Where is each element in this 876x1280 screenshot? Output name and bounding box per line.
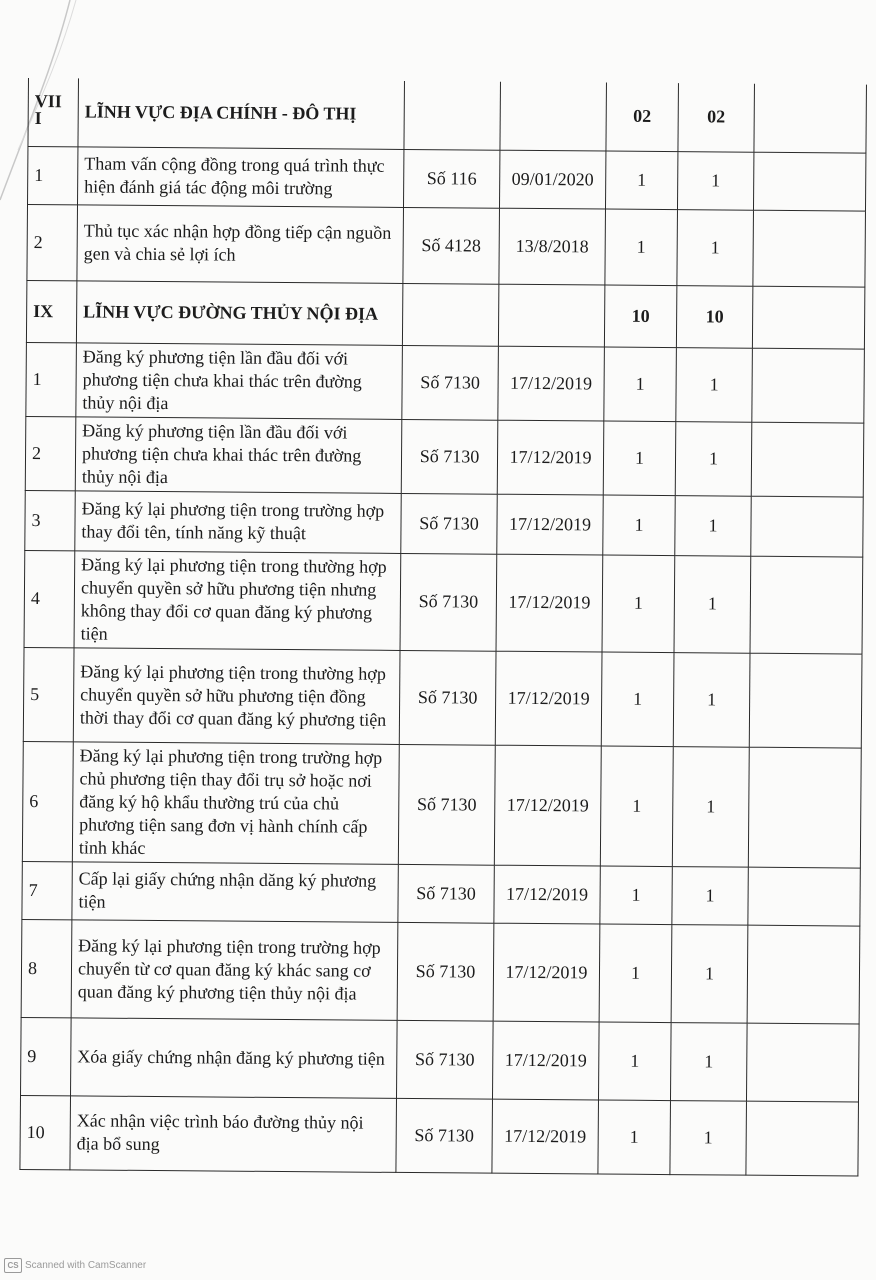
procedure-name: Đăng ký lại phương tiện trong thường hợp chuyển quyền sở hữu phương tiện đồng thời thay đổi cơ quan đăng ký phương tiện <box>73 647 400 744</box>
row-number: 4 <box>24 550 75 647</box>
row-number: 6 <box>22 741 73 861</box>
empty-cell <box>498 284 604 347</box>
table-row <box>26 342 865 423</box>
procedure-name: Xóa giấy chứng nhận đăng ký phương tiện <box>71 1017 398 1098</box>
table-row <box>28 146 866 211</box>
decision-date: 17/12/2019 <box>494 865 600 924</box>
procedures-table <box>19 78 867 1176</box>
decision-number: Số 7130 <box>397 922 494 1021</box>
decision-date: 17/12/2019 <box>492 1099 599 1174</box>
decision-number: Số 7130 <box>401 419 498 494</box>
row-number: 2 <box>27 204 78 280</box>
note-cell <box>746 1101 859 1176</box>
decision-number: Số 7130 <box>401 493 497 554</box>
procedure-name: Đăng ký phương tiện lần đầu đối với phương tiện chưa khai thác trên đường thủy nội địa <box>76 342 403 419</box>
procedure-name: Đăng ký phương tiện lần đầu đối với phương tiện chưa khai thác trên đường thủy nội địa <box>75 416 402 493</box>
table-row <box>21 1017 860 1102</box>
decision-number: Số 7130 <box>398 864 494 923</box>
count-a: 1 <box>603 495 675 556</box>
count-b: 1 <box>672 746 749 867</box>
decision-number: Số 116 <box>403 149 499 208</box>
decision-date: 17/12/2019 <box>493 923 600 1022</box>
decision-number: Số 4128 <box>403 207 500 284</box>
empty-cell <box>404 81 501 150</box>
count-b: 1 <box>677 151 753 210</box>
table-row <box>25 416 864 497</box>
procedure-name: Đăng ký lại phương tiện trong trường hợp chuyển từ cơ quan đăng ký khác sang cơ quan đăng ký phương tiện thủy nội địa <box>71 919 398 1020</box>
decision-number: Số 7130 <box>397 1020 494 1099</box>
procedure-name: Đăng ký lại phương tiện trong trường hợp thay đổi tên, tính năng kỹ thuật <box>75 490 401 553</box>
count-b: 1 <box>676 347 753 422</box>
row-number: 10 <box>20 1095 71 1169</box>
empty-cell <box>402 283 498 346</box>
camscanner-logo-icon: CS <box>4 1258 22 1273</box>
section-header-row <box>26 280 864 349</box>
decision-number: Số 7130 <box>396 1098 493 1173</box>
count-a: 1 <box>602 555 675 653</box>
procedure-name: Tham vấn cộng đồng trong quá trình thực hiện đánh giá tác động môi trường <box>78 146 404 207</box>
table-row <box>21 919 860 1024</box>
count-a: 1 <box>604 347 677 422</box>
count-b: 1 <box>670 1022 747 1101</box>
count-b: 1 <box>670 1100 747 1175</box>
count-a: 1 <box>601 652 674 747</box>
note-cell <box>750 556 863 654</box>
count-a: 1 <box>598 1022 671 1101</box>
row-number: 5 <box>23 647 74 741</box>
note-cell <box>748 867 860 926</box>
note-cell <box>753 152 865 211</box>
count-a: 1 <box>600 746 673 867</box>
table-row <box>27 204 866 287</box>
table-row <box>24 550 863 654</box>
procedure-name: Cấp lại giấy chứng nhận dăng ký phương tiện <box>72 861 398 922</box>
decision-number: Số 7130 <box>400 553 497 651</box>
procedure-name: Đăng ký lại phương tiện trong trường hợp chủ phương tiện thay đổi trụ sở hoặc nơi đăng ký hộ khẩu thường trú của chủ phương tiện sang đơn vị hành chính cấp tỉnh khác <box>72 741 399 864</box>
section-count-a: 10 <box>604 285 676 348</box>
decision-number: Số 7130 <box>398 744 495 865</box>
count-a: 1 <box>599 924 672 1023</box>
procedure-name: Xác nhận việc trình báo đường thủy nội địa bổ sung <box>70 1095 397 1172</box>
note-cell <box>751 496 863 557</box>
count-b: 1 <box>677 209 754 286</box>
empty-cell <box>752 286 864 349</box>
row-number: 9 <box>21 1017 72 1095</box>
section-count-b: 02 <box>678 83 755 152</box>
decision-number: Số 7130 <box>399 650 496 745</box>
empty-cell <box>754 84 867 153</box>
section-header-row <box>28 78 867 153</box>
row-number: 3 <box>25 490 75 550</box>
section-roman-numeral: IX <box>26 280 76 342</box>
empty-cell <box>500 82 607 151</box>
section-title: LĨNH VỰC ĐỊA CHÍNH - ĐÔ THỊ <box>78 78 405 149</box>
decision-date: 17/12/2019 <box>492 1021 599 1100</box>
count-b: 1 <box>671 924 748 1023</box>
row-number: 1 <box>26 342 77 416</box>
section-count-b: 10 <box>676 285 752 348</box>
row-number: 1 <box>28 146 78 204</box>
row-number: 2 <box>25 416 76 490</box>
note-cell <box>747 925 860 1024</box>
count-b: 1 <box>673 652 750 747</box>
procedure-name: Thủ tục xác nhận hợp đồng tiếp cận nguồn gen và chia sẻ lợi ích <box>77 204 404 283</box>
section-title: LĨNH VỰC ĐƯỜNG THỦY NỘI ĐỊA <box>76 280 402 345</box>
decision-date: 17/12/2019 <box>498 346 605 421</box>
decision-date: 17/12/2019 <box>497 420 604 495</box>
decision-date: 09/01/2020 <box>499 150 605 209</box>
note-cell <box>753 210 866 287</box>
note-cell <box>748 747 861 868</box>
table-row <box>23 647 862 748</box>
section-count-a: 02 <box>606 83 679 152</box>
table-row <box>20 1095 859 1176</box>
note-cell <box>746 1023 859 1102</box>
count-a: 1 <box>603 421 676 496</box>
watermark-text: Scanned with CamScanner <box>25 1260 147 1271</box>
camscanner-watermark <box>4 1258 146 1273</box>
row-number: 7 <box>22 861 72 919</box>
decision-date: 17/12/2019 <box>497 494 603 555</box>
note-cell <box>749 653 862 748</box>
count-b: 1 <box>674 555 751 653</box>
count-b: 1 <box>675 421 752 496</box>
count-a: 1 <box>605 209 678 286</box>
count-a: 1 <box>598 1100 671 1175</box>
note-cell <box>751 422 864 497</box>
count-a: 1 <box>605 151 677 210</box>
row-number: 8 <box>21 919 72 1017</box>
procedure-name: Đăng ký lại phương tiện trong thường hợp chuyển quyền sở hữu phương tiện nhưng không thay đổi cơ quan đăng ký phương tiện <box>74 550 401 650</box>
count-b: 1 <box>675 495 751 556</box>
count-b: 1 <box>672 866 748 925</box>
section-roman-text: VIII <box>34 91 62 129</box>
table-row <box>25 490 863 557</box>
decision-date: 17/12/2019 <box>496 554 603 652</box>
decision-date: 17/12/2019 <box>494 745 601 866</box>
note-cell <box>752 348 865 423</box>
count-a: 1 <box>600 866 672 925</box>
section-roman-numeral <box>28 78 79 146</box>
table-row <box>22 741 861 868</box>
decision-number: Số 7130 <box>402 345 499 420</box>
decision-date: 13/8/2018 <box>499 208 606 285</box>
decision-date: 17/12/2019 <box>495 651 602 746</box>
table-row <box>22 861 860 926</box>
